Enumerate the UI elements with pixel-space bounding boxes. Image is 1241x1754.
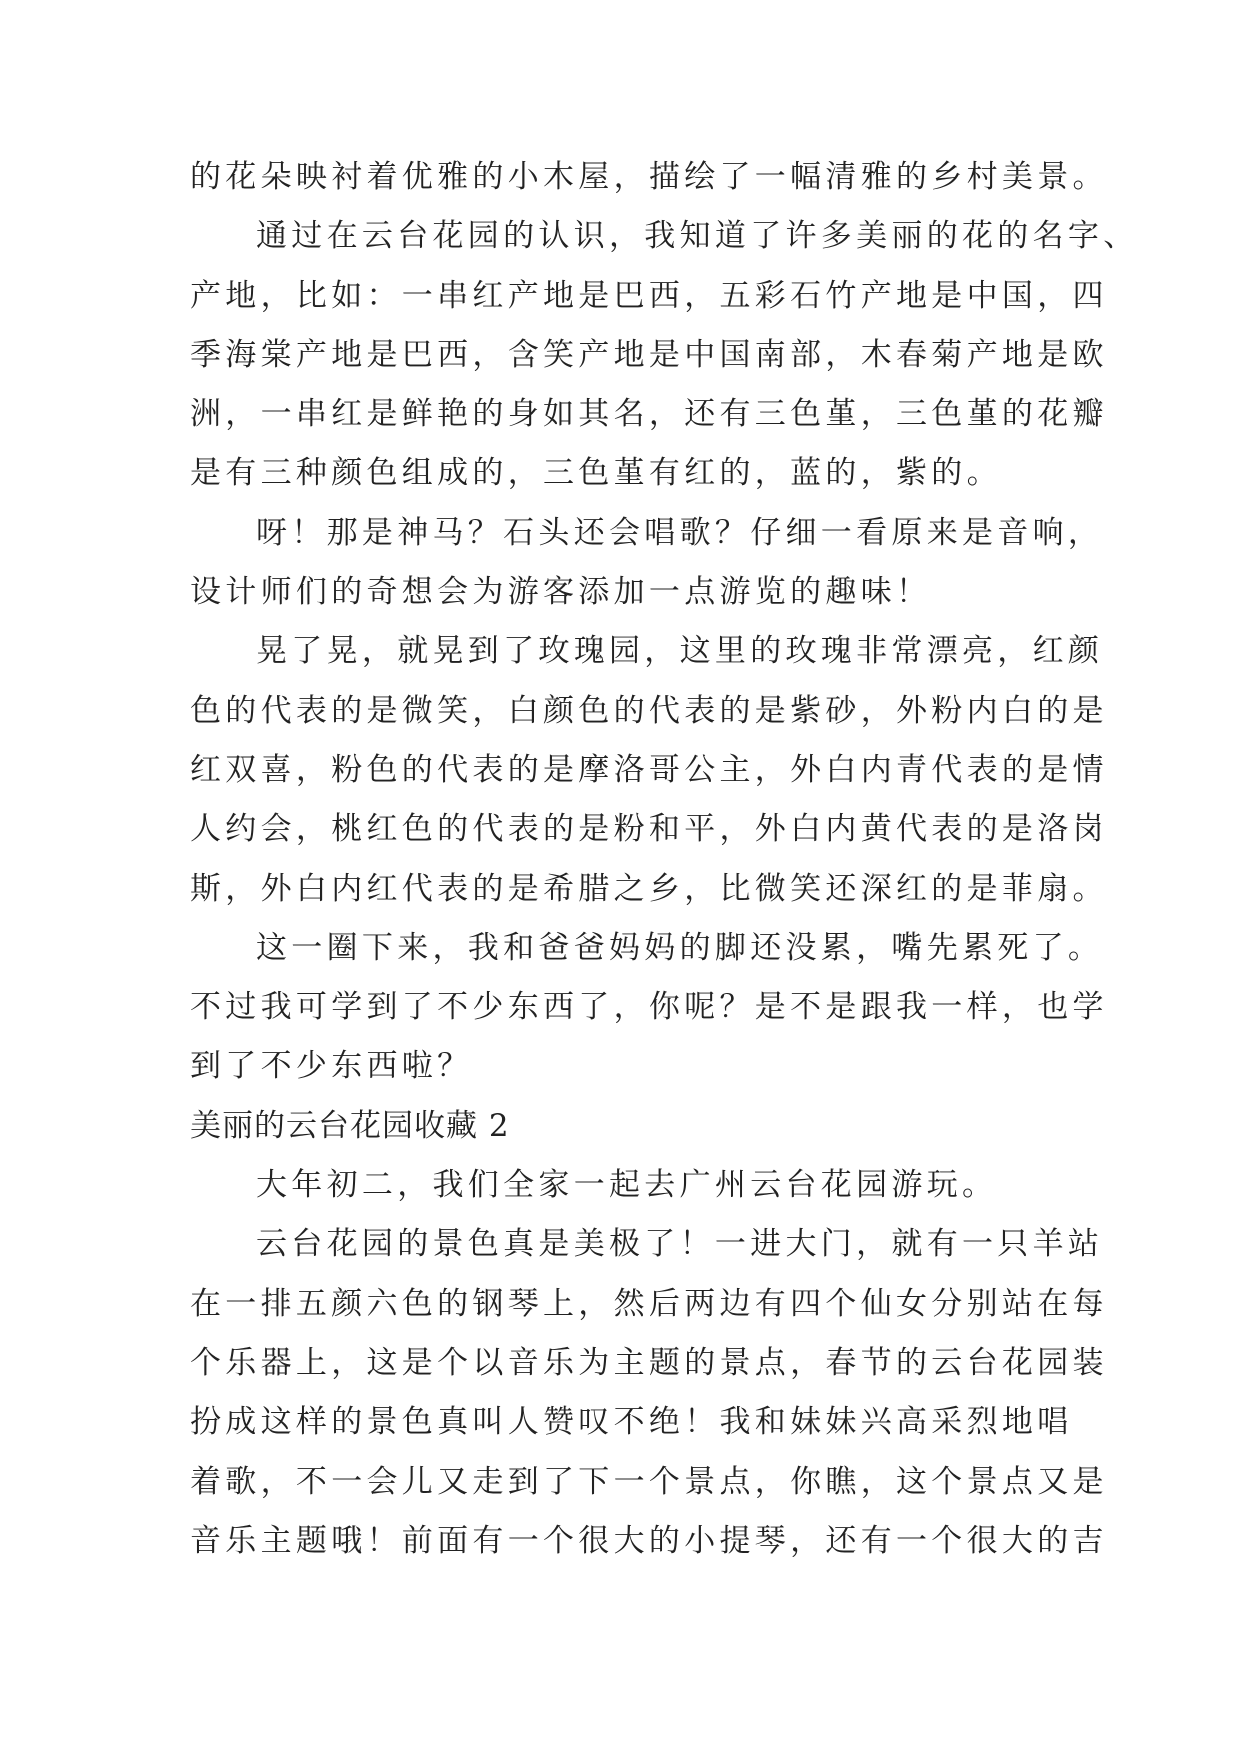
text-line: 扮成这样的景色真叫人赞叹不绝！我和妹妹兴高采烈地唱 <box>190 1404 1073 1441</box>
text-line: 这一圈下来，我和爸爸妈妈的脚还没累，嘴先累死了。 <box>256 929 1104 966</box>
text-line: 红双喜，粉色的代表的是摩洛哥公主，外白内青代表的是情 <box>190 751 1108 788</box>
text-line: 音乐主题哦！前面有一个很大的小提琴，还有一个很大的吉 <box>190 1522 1108 1559</box>
text-line: 产地，比如：一串红产地是巴西，五彩石竹产地是中国，四 <box>190 277 1108 314</box>
document-body <box>190 148 1139 1571</box>
text-line: 色的代表的是微笑，白颜色的代表的是紫砂，外粉内白的是 <box>190 692 1108 729</box>
text-line: 晃了晃，就晃到了玫瑰园，这里的玫瑰非常漂亮，红颜 <box>256 633 1104 670</box>
text-line: 人约会，桃红色的代表的是粉和平，外白内黄代表的是洛岗 <box>190 811 1108 848</box>
text-line: 设计师们的奇想会为游客添加一点游览的趣味！ <box>190 574 932 611</box>
text-line: 的花朵映衬着优雅的小木屋，描绘了一幅清雅的乡村美景。 <box>190 159 1108 195</box>
text-line: 不过我可学到了不少东西了，你呢？是不是跟我一样，也学 <box>190 989 1108 1026</box>
text-line: 通过在云台花园的认识，我知道了许多美丽的花的名字、 <box>256 218 1139 255</box>
text-line: 季海棠产地是巴西，含笑产地是中国南部，木春菊产地是欧 <box>190 336 1108 373</box>
text-line: 在一排五颜六色的钢琴上，然后两边有四个仙女分别站在每 <box>190 1285 1108 1322</box>
text-line: 洲，一串红是鲜艳的身如其名，还有三色堇，三色堇的花瓣 <box>190 396 1108 433</box>
text-line: 是有三种颜色组成的，三色堇有红的，蓝的，紫的。 <box>190 455 1002 492</box>
text-line: 到了不少东西啦？ <box>190 1048 473 1085</box>
section-heading: 美丽的云台花园收藏 2 <box>190 1107 510 1144</box>
text-line: 着歌，不一会儿又走到了下一个景点，你瞧，这个景点又是 <box>190 1463 1108 1500</box>
text-line: 呀！那是神马？石头还会唱歌？仔细一看原来是音响， <box>256 514 1104 551</box>
text-line: 云台花园的景色真是美极了！一进大门，就有一只羊站 <box>256 1226 1104 1263</box>
text-line: 大年初二，我们全家一起去广州云台花园游玩。 <box>256 1167 998 1204</box>
text-line: 个乐器上，这是个以音乐为主题的景点，春节的云台花园装 <box>190 1344 1108 1381</box>
text-line: 斯，外白内红代表的是希腊之乡，比微笑还深红的是菲扇。 <box>190 870 1108 907</box>
